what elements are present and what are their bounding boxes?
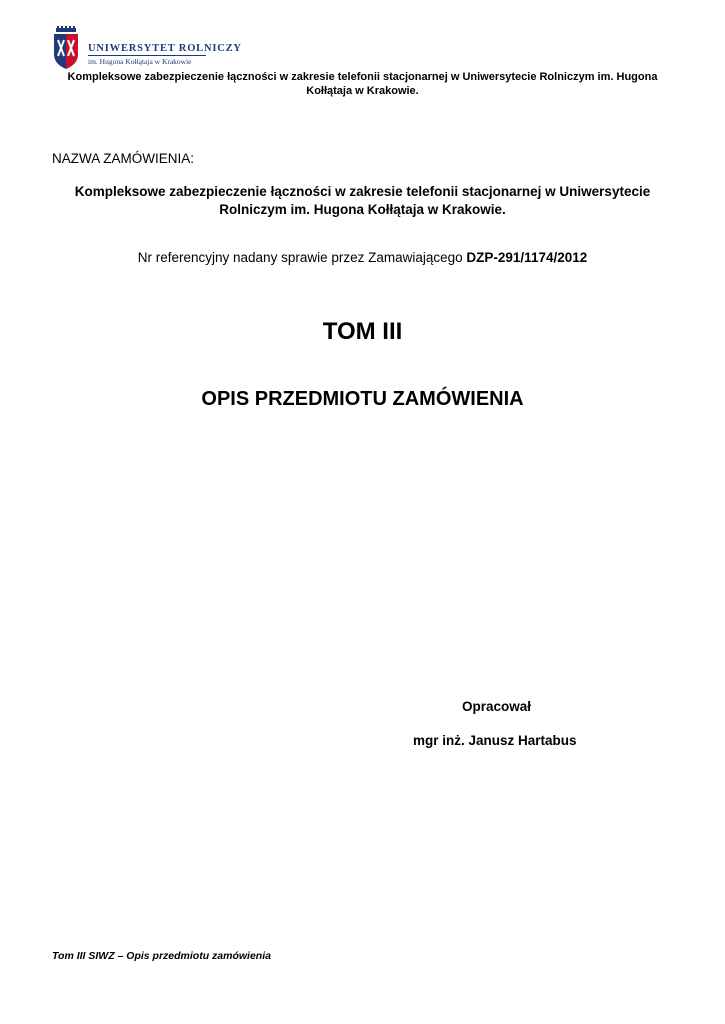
reference-number: DZP-291/1174/2012 (466, 250, 588, 265)
university-logo (52, 26, 292, 70)
page-footer: Tom III SIWZ – Opis przedmiotu zamówienia (52, 950, 271, 962)
prepared-by-label: Opracował (462, 699, 532, 714)
order-title: Kompleksowe zabezpieczenie łączności w zakresie telefonii stacjonarnej w Uniwersytecie Rolniczym im. Hugona Kołłątaja w Krakowie. (74, 184, 651, 217)
author-name: mgr inż. Janusz Hartabus (413, 733, 577, 748)
volume-title: TOM III (322, 318, 403, 345)
section-label: NAZWA ZAMÓWIENIA: (52, 151, 195, 166)
document-subject: OPIS PRZEDMIOTU ZAMÓWIENIA (201, 388, 524, 410)
reference-line (50, 250, 675, 265)
logo-subtitle: im. Hugona Kołłątaja w Krakowie (88, 57, 192, 66)
logo-name: UNIWERSYTET ROLNICZY (88, 43, 242, 54)
header-title: Kompleksowe zabezpieczenie łączności w zakresie telefonii stacjonarnej w Uniwersytecie Rolniczym im. Hugona Kołłątaja w Krakowie. (67, 71, 658, 97)
logo-divider (88, 55, 206, 56)
university-crest-icon (52, 26, 80, 70)
reference-prefix: Nr referencyjny nadany sprawie przez Zamawiającego (137, 250, 467, 265)
